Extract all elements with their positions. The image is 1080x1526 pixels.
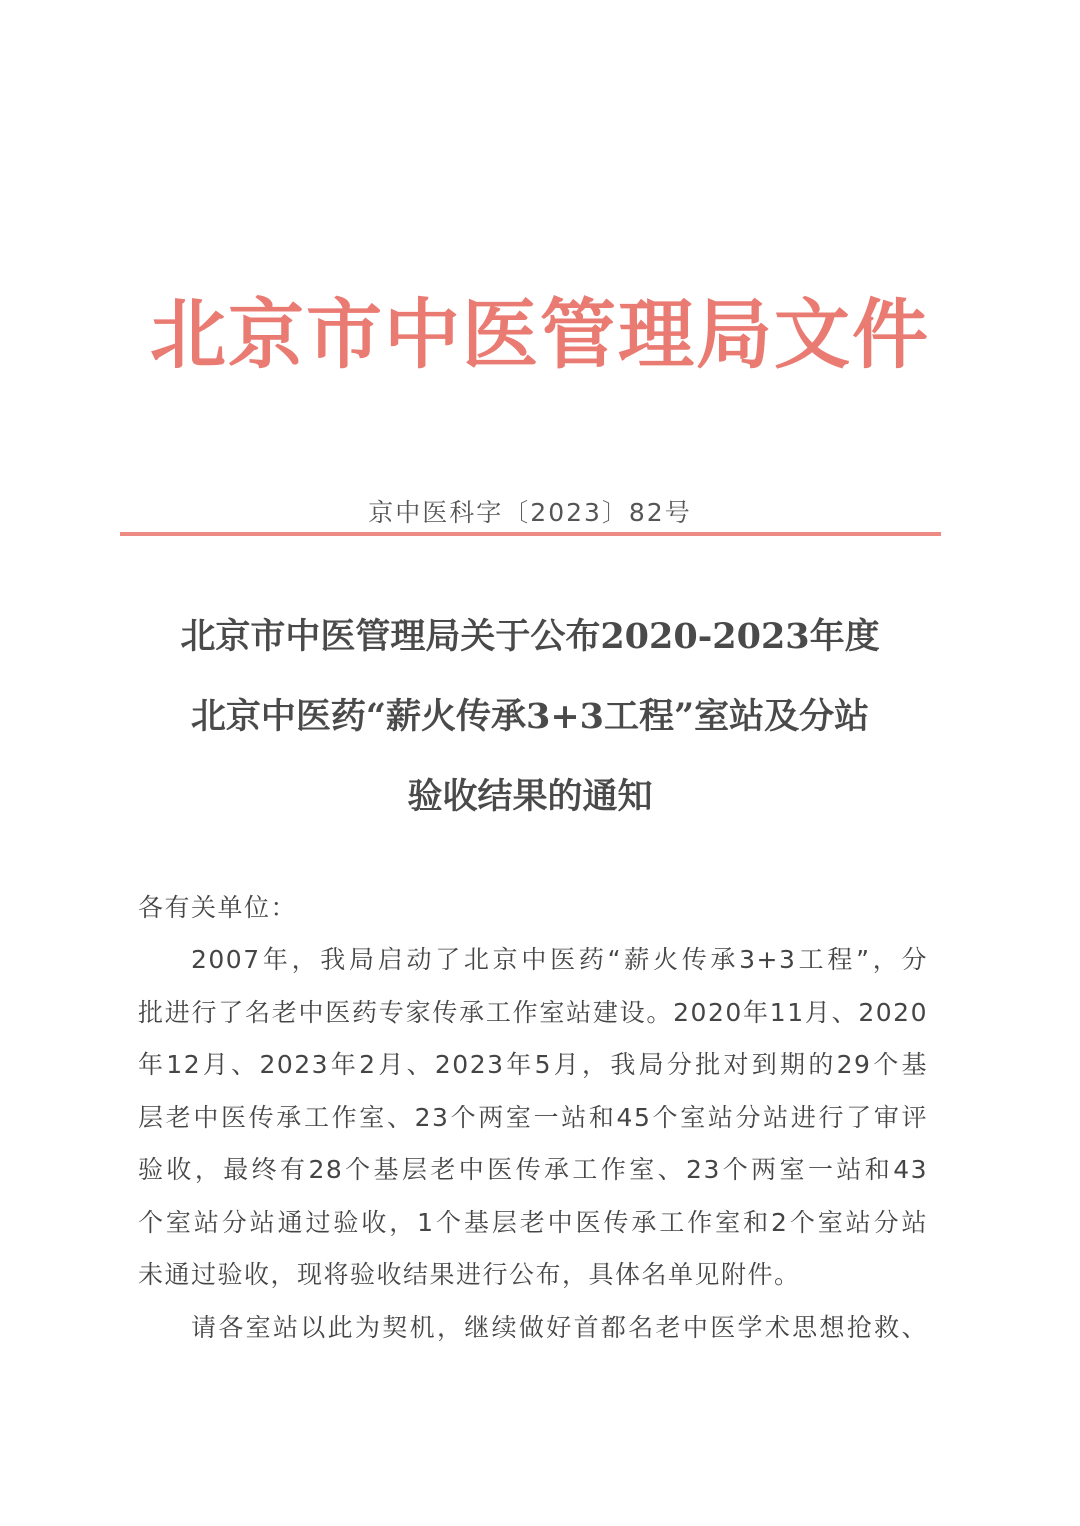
red-divider-line	[120, 532, 941, 536]
document-masthead: 北京市中医管理局文件	[150, 290, 930, 379]
paragraph-1	[138, 934, 928, 1302]
paragraph-line: 层老中医传承工作室、23个两室一站和45个室站分站进行了审评	[138, 1102, 928, 1132]
notice-title-line: 验收结果的通知	[407, 776, 653, 817]
paragraph-line: 个室站分站通过验收，1个基层老中医传承工作室和2个室站分站	[138, 1207, 928, 1237]
notice-title-line: 北京市中医管理局关于公布2020-2023年度	[180, 616, 880, 657]
paragraph-line: 请各室站以此为契机，继续做好首都名老中医学术思想抢救、	[191, 1312, 928, 1342]
paragraph-line: 批进行了名老中医药专家传承工作室站建设。2020年11月、2020	[138, 997, 928, 1027]
document-number: 京中医科字〔2023〕82号	[368, 498, 692, 527]
paragraph-line: 未通过验收，现将验收结果进行公布，具体名单见附件。	[138, 1260, 801, 1289]
paragraph-line: 年12月、2023年2月、2023年5月，我局分批对到期的29个基	[138, 1050, 928, 1079]
notice-title-line: 北京中医药“薪火传承3+3工程”室站及分站	[190, 696, 870, 737]
paragraph-2	[138, 1302, 928, 1355]
paragraph-line: 2007年，我局启动了北京中医药“薪火传承3+3工程”，分	[191, 945, 928, 974]
notice-body	[138, 882, 928, 1354]
paragraph-line: 验收，最终有28个基层老中医传承工作室、23个两室一站和43	[138, 1155, 928, 1184]
notice-title	[100, 597, 960, 837]
salutation: 各有关单位：	[138, 893, 298, 922]
